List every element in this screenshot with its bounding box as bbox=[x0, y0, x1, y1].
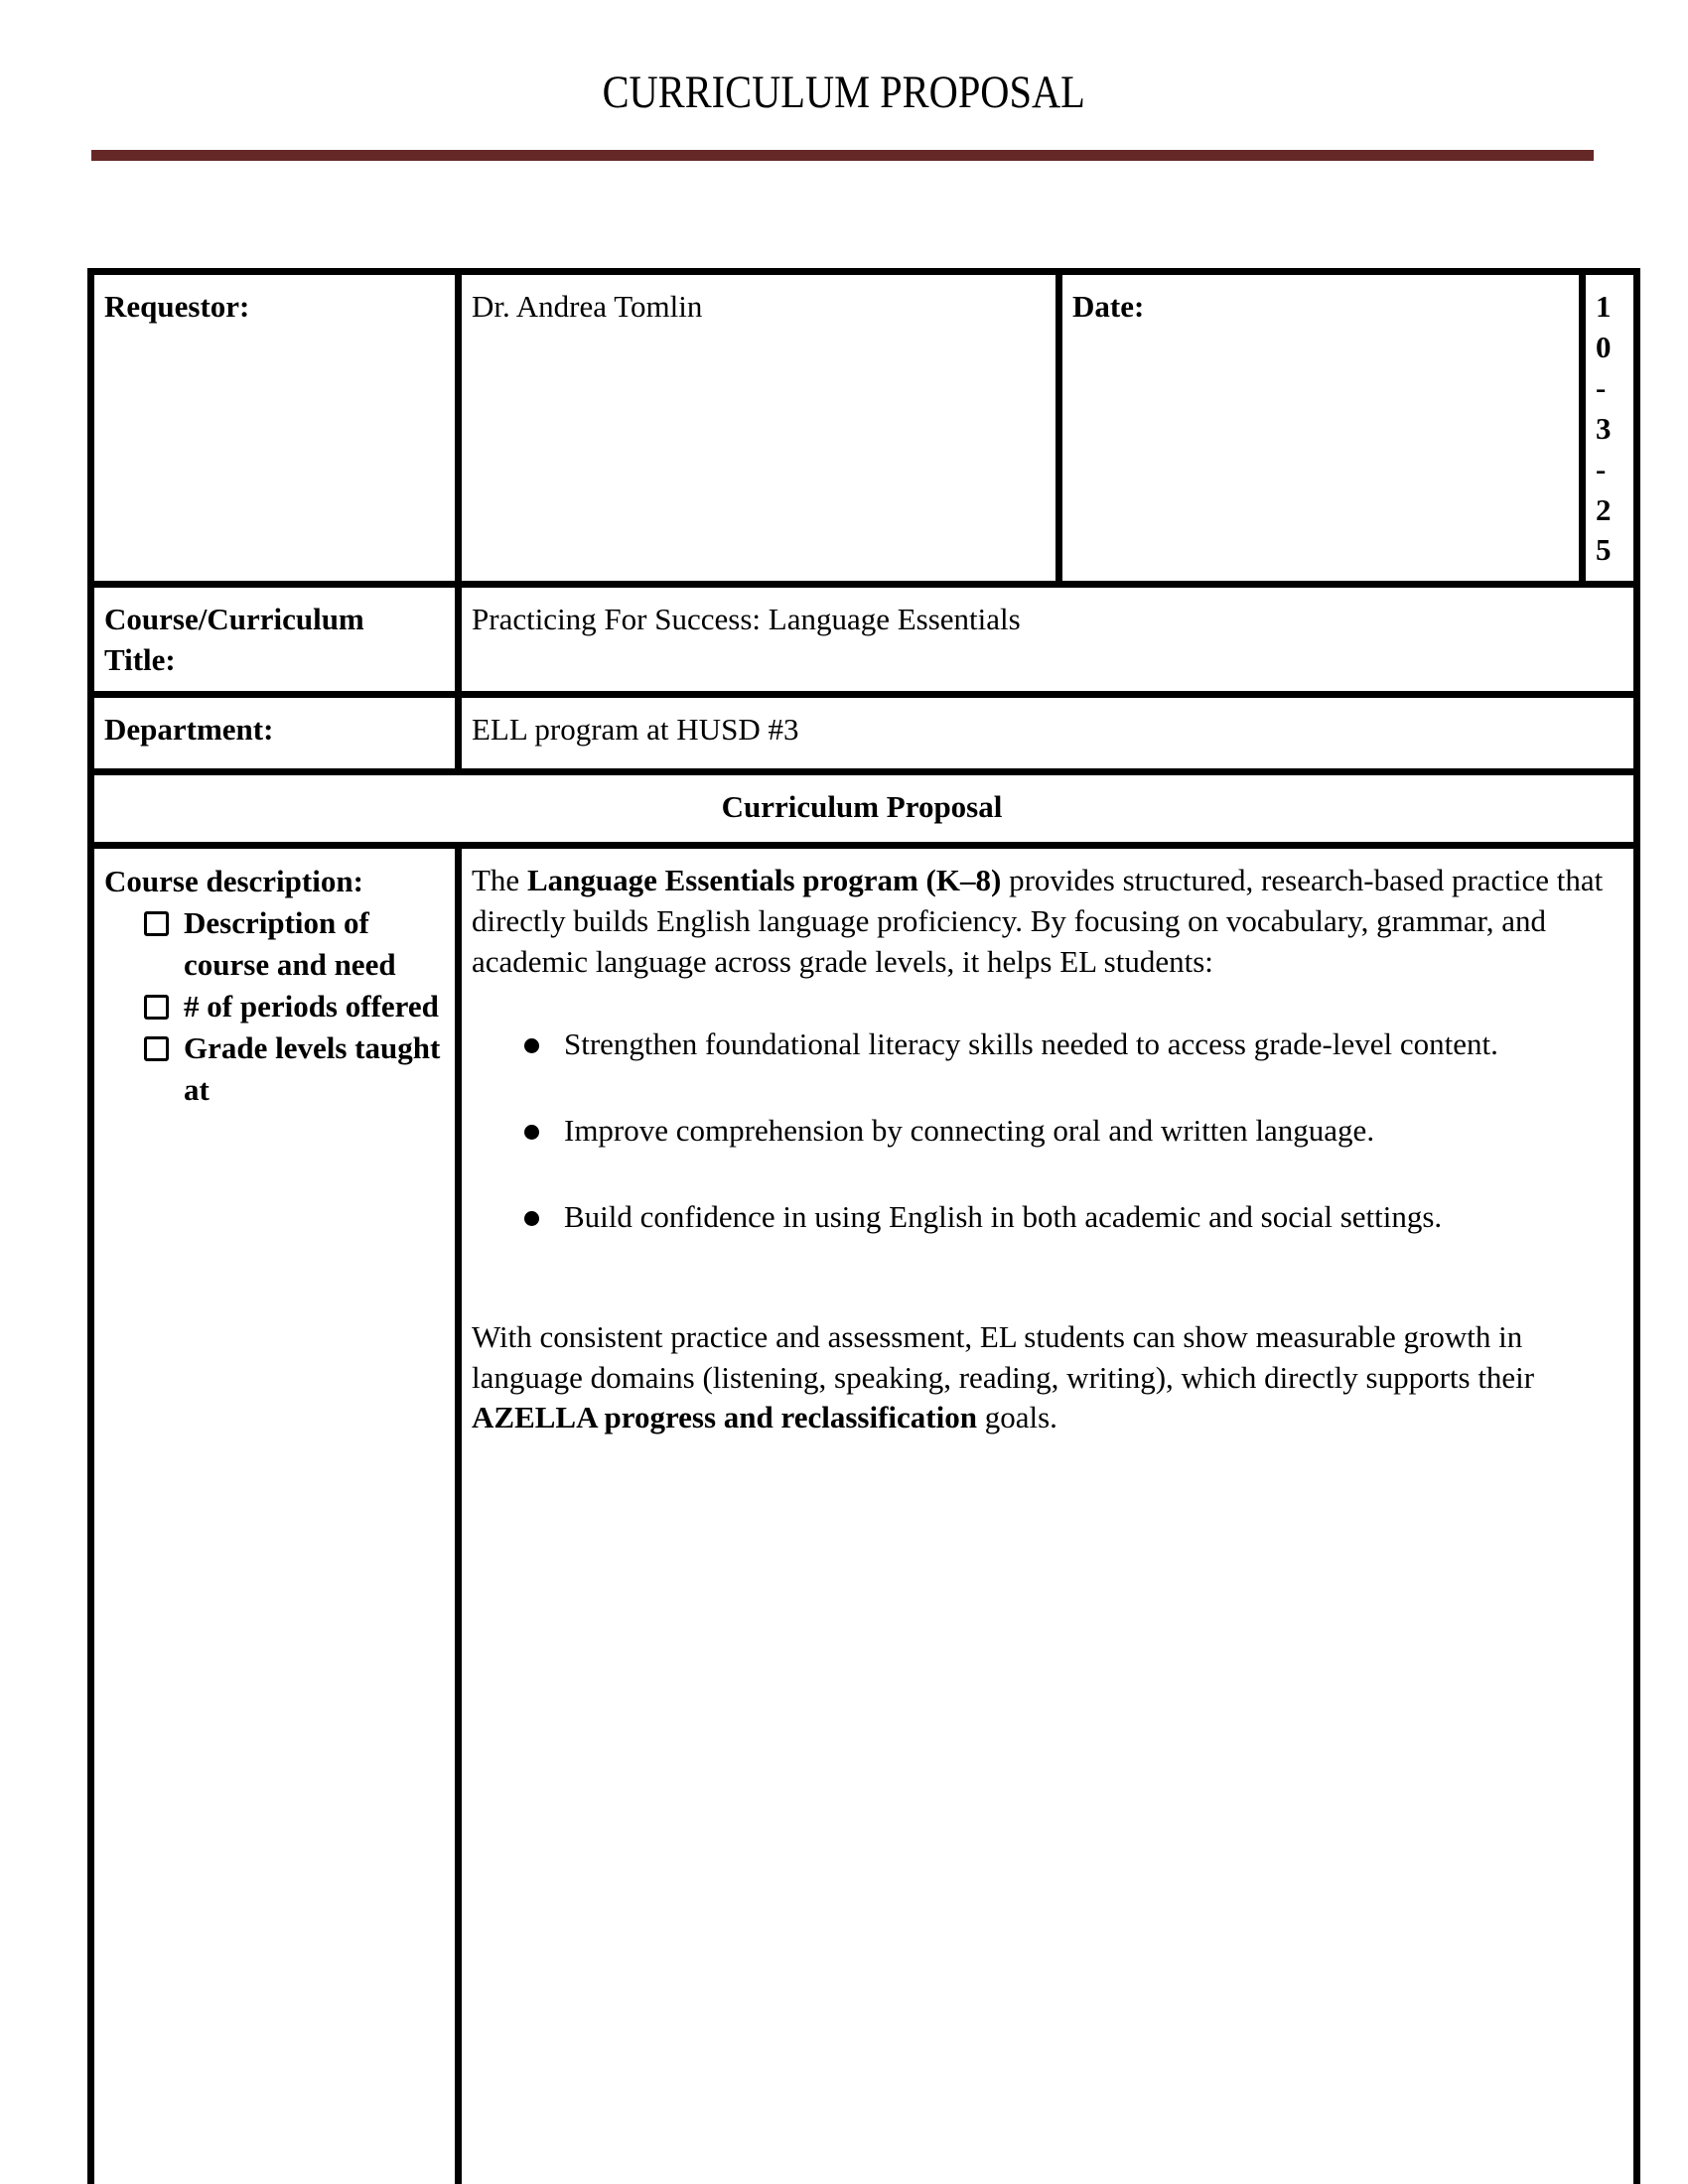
benefits-list bbox=[472, 1024, 1619, 1238]
program-name-bold: Language Essentials program (K–8) bbox=[526, 863, 1002, 898]
date-value: 10-3-25 bbox=[1583, 272, 1637, 585]
checkbox-icon bbox=[144, 1036, 169, 1061]
bullet-icon bbox=[524, 1038, 539, 1053]
course-description-label: Course description: bbox=[104, 864, 363, 899]
checklist-item bbox=[144, 986, 441, 1027]
intro-paragraph: The Language Essentials program (K–8) provides structured, research-based practice that directly builds English language proficiency. By focusing on vocabulary, grammar, and academic language across grade levels, it helps EL students: bbox=[472, 863, 1604, 979]
department-label: Department: bbox=[91, 695, 459, 772]
title-rule bbox=[91, 150, 1594, 161]
closing-paragraph: With consistent practice and assessment, EL students can show measurable growth in language domains (listening, speaking, reading, writing), which directly supports their AZELLA progress and reclassification goals. bbox=[472, 1318, 1535, 1435]
azella-bold: AZELLA progress and reclassification bbox=[472, 1400, 977, 1435]
course-description-checklist bbox=[104, 902, 441, 1111]
list-item-text: Build confidence in using English in both academic and social settings. bbox=[564, 1198, 1443, 1234]
requestor-value: Dr. Andrea Tomlin bbox=[459, 272, 1059, 585]
checklist-item bbox=[144, 902, 441, 986]
department-value: ELL program at HUSD #3 bbox=[459, 695, 1637, 772]
requestor-label: Requestor: bbox=[91, 272, 459, 585]
proposal-body-cell bbox=[459, 846, 1637, 2184]
list-item bbox=[472, 1197, 1619, 1238]
row-course-title bbox=[91, 585, 1637, 695]
bullet-icon bbox=[524, 1125, 539, 1140]
checkbox-icon bbox=[144, 911, 169, 936]
page-title: CURRICULUM PROPOSAL bbox=[602, 67, 1086, 118]
list-item bbox=[472, 1111, 1619, 1152]
section-header: Curriculum Proposal bbox=[91, 772, 1637, 846]
row-requestor bbox=[91, 272, 1637, 585]
course-title-label: Course/Curriculum Title: bbox=[91, 585, 459, 695]
list-item-text: Improve comprehension by connecting oral and written language. bbox=[564, 1112, 1375, 1148]
course-title-value: Practicing For Success: Language Essentials bbox=[459, 585, 1637, 695]
row-section-header bbox=[91, 772, 1637, 846]
row-department bbox=[91, 695, 1637, 772]
list-item bbox=[472, 1024, 1619, 1065]
row-body bbox=[91, 846, 1637, 2184]
checkbox-icon bbox=[144, 995, 169, 1020]
checklist-item-label: # of periods offered bbox=[184, 989, 439, 1024]
date-label: Date: bbox=[1059, 272, 1583, 585]
bullet-icon bbox=[524, 1211, 539, 1226]
curriculum-form-table bbox=[87, 268, 1640, 2184]
checklist-item-label: Grade levels taught at bbox=[184, 1030, 441, 1108]
list-item-text: Strengthen foundational literacy skills needed to access grade-level content. bbox=[564, 1025, 1498, 1061]
course-description-cell bbox=[91, 846, 459, 2184]
checklist-item-label: Description of course and need bbox=[184, 905, 396, 983]
checklist-item bbox=[144, 1027, 441, 1111]
